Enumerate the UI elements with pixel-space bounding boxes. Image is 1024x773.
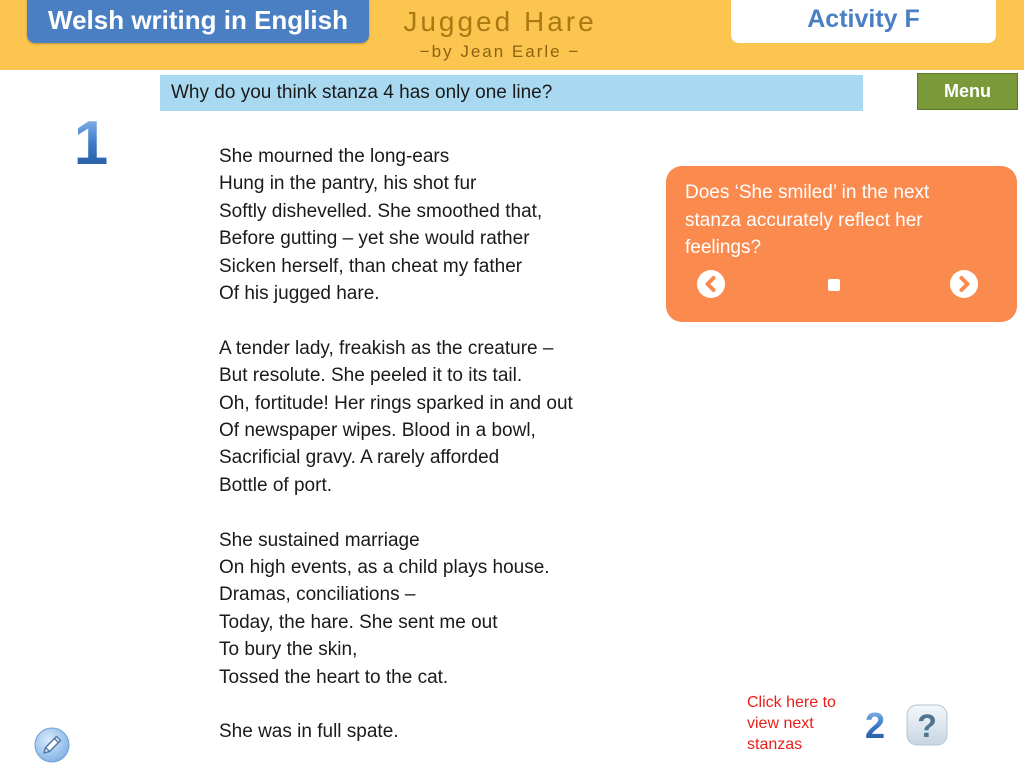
page-byline: −by Jean Earle − xyxy=(419,42,581,61)
next-button[interactable] xyxy=(950,270,978,298)
pencil-button[interactable] xyxy=(34,727,70,763)
next-stanzas-hint[interactable]: Click here to view next stanzas xyxy=(747,694,836,753)
poem-line: She sustained marriage xyxy=(219,529,420,551)
stanza-number-text: 1 xyxy=(73,109,109,174)
poem-line: To bury the skin, xyxy=(219,639,358,661)
question-bar: Why do you think stanza 4 has only one line? xyxy=(160,75,863,111)
poem-stanza xyxy=(219,718,639,745)
poem-line: Sacrificial gravy. A rarely afforded xyxy=(219,447,500,469)
chevron-right-icon xyxy=(950,270,978,298)
poem-stanza xyxy=(219,143,639,307)
page-title: Jugged Hare xyxy=(403,6,597,37)
poem-line: Hung in the pantry, his shot fur xyxy=(219,173,477,195)
poem-line: Oh, fortitude! Her rings sparked in and out xyxy=(219,392,573,414)
stanza-number-1 xyxy=(70,108,112,174)
activity-label: Activity F xyxy=(731,0,996,43)
prompt-card xyxy=(666,166,1017,322)
poem-line: Bottle of port. xyxy=(219,474,333,496)
poem-line: A tender lady, freakish as the creature – xyxy=(219,337,554,359)
poem-line: She was in full spate. xyxy=(219,721,399,743)
poem-stanza xyxy=(219,335,639,499)
poem-stanza xyxy=(219,527,639,691)
poem-line: But resolute. She peeled it to its tail. xyxy=(219,365,523,387)
help-symbol: ? xyxy=(917,708,937,744)
brand-tab: Welsh writing in English xyxy=(27,0,369,43)
poem-line: On high events, as a child plays house. xyxy=(219,557,550,579)
top-bar xyxy=(0,0,1024,70)
poem-line: Tossed the heart to the cat. xyxy=(219,666,449,688)
poem-line: Sicken herself, than cheat my father xyxy=(219,255,523,277)
poem-line: Of his jugged hare. xyxy=(219,283,380,305)
next-stanza-number: 2 xyxy=(864,708,886,742)
poem-text xyxy=(219,143,639,773)
poem-line: Of newspaper wipes. Blood in a bowl, xyxy=(219,420,536,442)
poem-line: Today, the hare. She sent me out xyxy=(219,611,498,633)
menu-button[interactable]: Menu xyxy=(917,73,1018,110)
prompt-text: Does ‘She smiled’ in the next stanza accurately reflect her feelings? xyxy=(685,182,930,258)
prev-button[interactable] xyxy=(697,270,725,298)
help-button[interactable] xyxy=(906,704,948,746)
poem-line: Dramas, conciliations – xyxy=(219,584,416,606)
chevron-left-icon xyxy=(697,270,725,298)
page-indicator-dot xyxy=(828,279,840,291)
poem-line: Softly dishevelled. She smoothed that, xyxy=(219,200,543,222)
poem-line: She mourned the long-ears xyxy=(219,146,450,167)
next-stanza-button[interactable] xyxy=(862,708,888,742)
poem-line: Before gutting – yet she would rather xyxy=(219,228,530,250)
